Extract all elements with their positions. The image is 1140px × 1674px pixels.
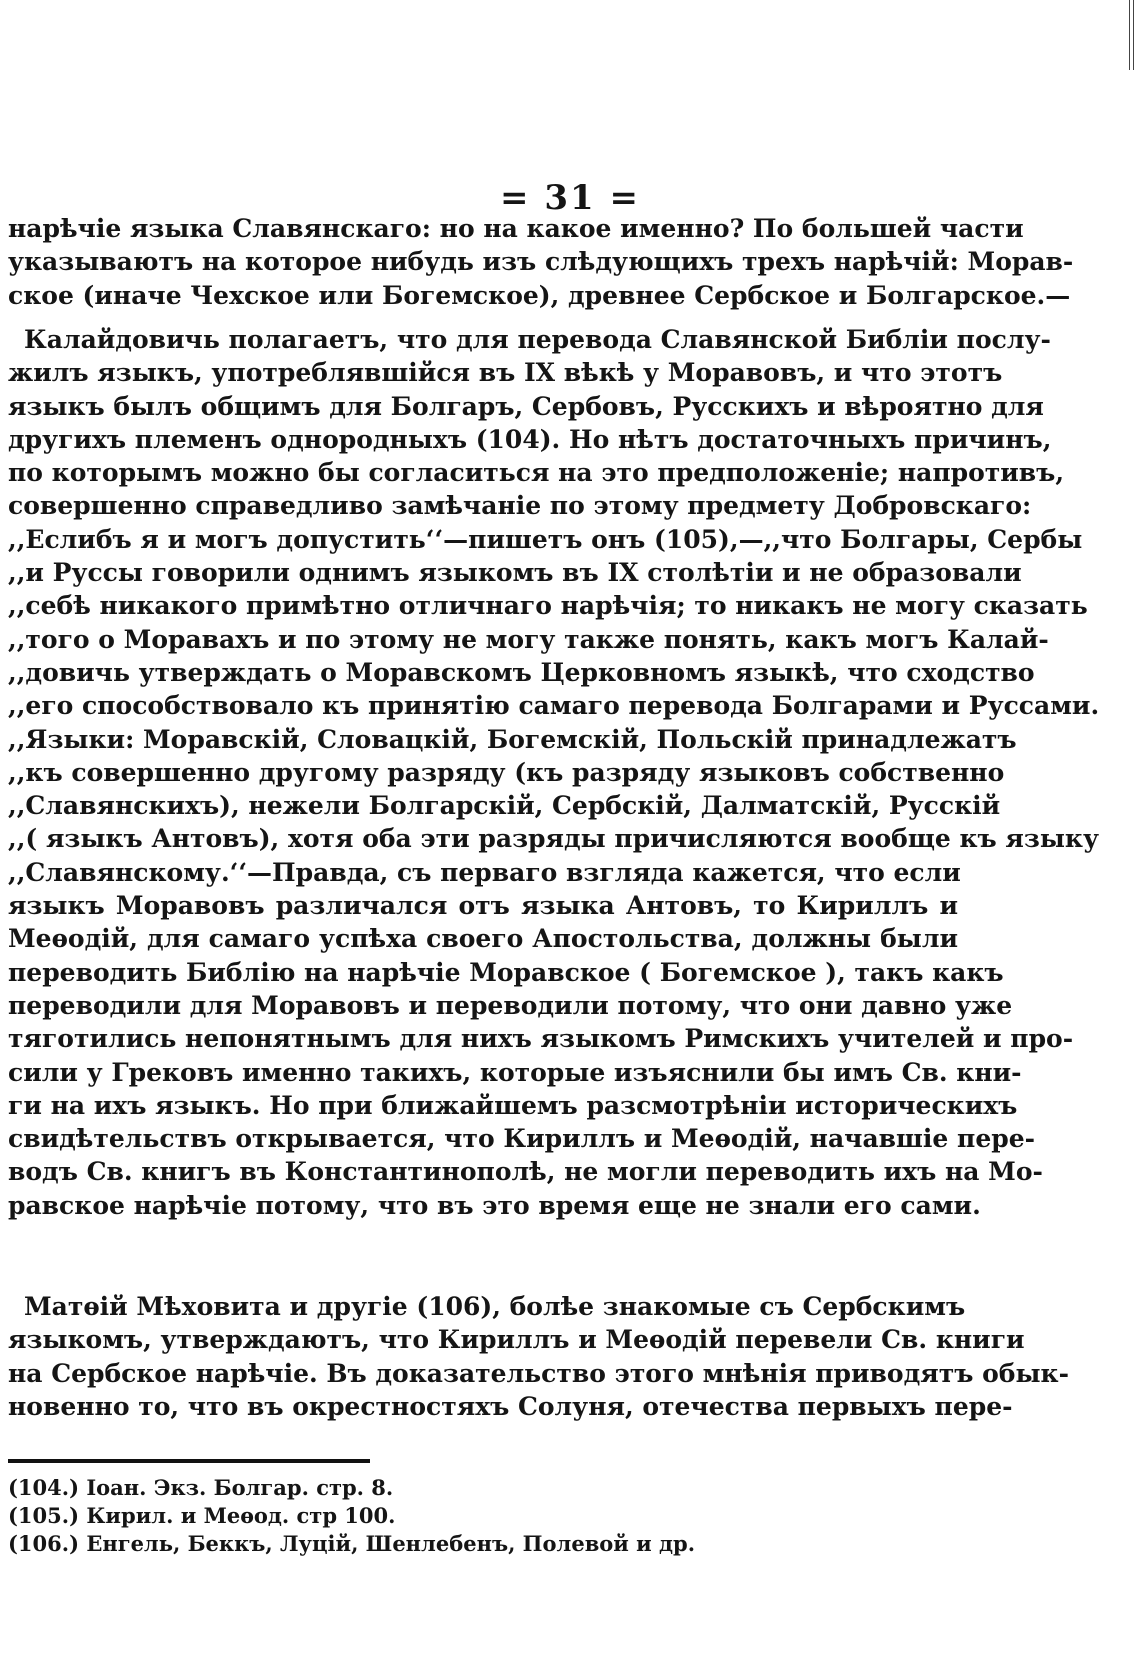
text-line: на Сербское нарѣчіе. Въ доказательство этого мнѣнія приводятъ обык- <box>8 1358 1069 1388</box>
text-line: нарѣчіе языка Славянскаго: но на какое именно? По большей части <box>8 214 1024 243</box>
footnotes <box>8 1474 808 1558</box>
text-line: по которымъ можно бы согласиться на это предположеніе; напротивъ, <box>8 458 1065 488</box>
text-line: тяготились непонятнымъ для нихъ языкомъ Римскихъ учителей и про- <box>8 1024 1074 1054</box>
text-line: свидѣтельствъ открывается, что Кириллъ и Меѳодій, начавшіе пере- <box>8 1124 1035 1154</box>
text-line: сили у Грековъ именно такихъ, которые изъяснили бы имъ Св. кни- <box>8 1057 1022 1087</box>
text-line: ,,къ совершенно другому разряду (къ разряду языковъ собственно <box>8 757 1005 787</box>
text-line: языкъ былъ общимъ для Болгаръ, Сербовъ, Русскихъ и вѣроятно для <box>8 391 1044 421</box>
footnote-104: (104.) Іоан. Экз. Болгар. стр. 8. <box>8 1475 394 1500</box>
page-number: = 31 = <box>500 178 640 218</box>
text-line: указываютъ на которое нибудь изъ слѣдующихъ трехъ нарѣчій: Морав- <box>8 247 1074 277</box>
text-line: ,,того о Моравахъ и по этому не могу также понять, какъ могъ Калай- <box>8 624 1049 654</box>
paragraph-kalaidovich <box>8 323 1100 1222</box>
text-line: Меѳодій, для самаго успѣха своего Апостольства, должны были <box>8 924 958 954</box>
text-line: ,,довичь утверждать о Моравскомъ Церковномъ языкѣ, что сходство <box>8 657 1035 687</box>
text-line: ,,Языки: Моравскій, Словацкій, Богемскій, Польскій принадлежатъ <box>8 724 1017 754</box>
text-line: Матѳій Мѣховита и другіе (106), болѣе знакомые съ Сербскимъ <box>24 1292 966 1321</box>
footnote-106: (106.) Енгель, Беккъ, Луцій, Шенлебенъ, Полевой и др. <box>8 1531 696 1556</box>
paragraph-continuation <box>8 212 1074 312</box>
footnote-divider <box>8 1459 370 1463</box>
text-line: новенно то, что въ окрестностяхъ Солуня, отечества первыхъ пере- <box>8 1391 1013 1421</box>
text-line: жилъ языкъ, употреблявшійся въ IX вѣкѣ у Моравовъ, и что этотъ <box>8 358 1003 388</box>
text-line: языкомъ, утверждаютъ, что Кириллъ и Меѳодій перевели Св. книги <box>8 1325 1025 1355</box>
text-line: ,,себѣ никакого примѣтно отличнаго нарѣчія; то никакъ не могу сказать <box>8 591 1088 621</box>
text-line: другихъ племенъ однородныхъ (104). Но нѣтъ достаточныхъ причинъ, <box>8 424 1052 454</box>
text-line: ги на ихъ языкъ. Но при ближайшемъ разсмотрѣніи историческихъ <box>8 1090 1018 1120</box>
text-line: ,,( языкъ Антовъ), хотя оба эти разряды причисляются вообще къ языку <box>8 824 1099 854</box>
text-line: ,,Еслибъ я и могъ допустить‘‘—пишетъ онъ (105),—,,что Болгары, Сербы <box>8 524 1083 554</box>
text-line: ,,его способствовало къ принятію самаго перевода Болгарами и Руссами. <box>8 691 1100 721</box>
text-line: ское (иначе Чехское или Богемское), древнее Сербское и Болгарское.— <box>8 280 1071 310</box>
text-line: совершенно справедливо замѣчаніе по этому предмету Добровскаго: <box>8 491 1032 521</box>
text-line: ,,и Руссы говорили однимъ языкомъ въ IX столѣтіи и не образовали <box>8 558 1022 588</box>
text-line: равское нарѣчіе потому, что въ это время еще не знали его сами. <box>8 1190 981 1220</box>
page-edge-mark <box>1129 0 1134 70</box>
footnote-105: (105.) Кирил. и Меѳод. стр 100. <box>8 1503 396 1528</box>
paragraph-mekhovita <box>8 1290 1069 1423</box>
text-line: водъ Св. книгъ въ Константинополѣ, не могли переводить ихъ на Мо- <box>8 1157 1043 1187</box>
text-line: ,,Славянскому.‘‘—Правда, съ перваго взгляда кажется, что если <box>8 857 961 887</box>
text-line: ,,Славянскихъ), нежели Болгарскій, Сербскій, Далматскій, Русскій <box>8 791 1001 821</box>
text-line: переводили для Моравовъ и переводили потому, что они давно уже <box>8 990 1013 1020</box>
text-line: языкъ Моравовъ различался отъ языка Антовъ, то Кириллъ и <box>8 891 958 921</box>
text-line: переводить Библію на нарѣчіе Моравское ( Богемское ), такъ какъ <box>8 957 1004 987</box>
text-line: Калайдовичь полагаетъ, что для перевода Славянской Библіи послу- <box>24 325 1051 354</box>
